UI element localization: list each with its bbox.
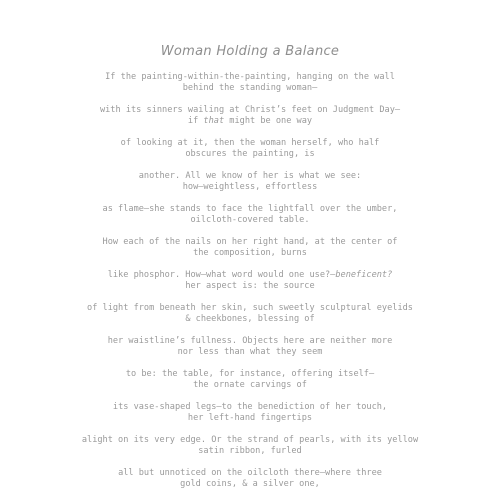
poem-title: Woman Holding a Balance — [160, 44, 340, 59]
poem-line: gold coins, & a silver one, — [180, 479, 320, 489]
stanza — [0, 270, 500, 292]
poem-line: How each of the nails on her right hand, at the center of — [102, 237, 398, 247]
poem-line: If the painting-within-the-painting, hanging on the wall — [105, 72, 395, 82]
poem-line: her waistline’s fullness. Objects here are neither more — [107, 336, 393, 346]
poem-line: behind the standing woman— — [182, 83, 318, 93]
stanza — [0, 468, 500, 490]
stanza — [0, 72, 500, 94]
poem-line: & cheekbones, blessing of — [185, 314, 315, 324]
poem-line: of light from beneath her skin, such sweetly sculptural eyelids — [87, 303, 413, 313]
stanza — [0, 303, 500, 325]
poem-line: as flame—she stands to face the lightfall over the umber, — [102, 204, 398, 214]
poem-line: with its sinners wailing at Christ’s feet on Judgment Day— — [99, 105, 401, 115]
poem-line: her left-hand fingertips — [187, 413, 313, 423]
poem-line: like phosphor. How—what word would one use?—beneficent? — [107, 270, 393, 280]
poem-line: her aspect is: the source — [185, 281, 315, 291]
stanza — [0, 138, 500, 160]
stanza — [0, 435, 500, 457]
poem-line: the ornate carvings of — [193, 380, 307, 390]
stanza — [0, 105, 500, 127]
stanza — [0, 204, 500, 226]
poem-line: alight on its very edge. Or the strand of pearls, with its yellow — [81, 435, 419, 445]
stanza — [0, 171, 500, 193]
stanza — [0, 402, 500, 424]
poem-line: satin ribbon, furled — [198, 446, 302, 456]
poem-line: another. All we know of her is what we see: — [138, 171, 362, 181]
stanza — [0, 237, 500, 259]
poem-line: the composition, burns — [193, 248, 307, 258]
poem-line: if that might be one way — [187, 116, 313, 126]
poem-line: oilcloth-covered table. — [190, 215, 310, 225]
poem-line: all but unnoticed on the oilcloth there—where three — [118, 468, 382, 478]
poem-line: nor less than what they seem — [177, 347, 323, 357]
poem-line: of looking at it, then the woman herself, who half — [120, 138, 380, 148]
poem-line: its vase-shaped legs—to the benediction of her touch, — [112, 402, 388, 412]
poem-line: obscures the painting, is — [185, 149, 315, 159]
poem-line: how—weightless, effortless — [182, 182, 318, 192]
poem-line: to be: the table, for instance, offering itself— — [125, 369, 375, 379]
stanza — [0, 369, 500, 391]
stanza — [0, 336, 500, 358]
